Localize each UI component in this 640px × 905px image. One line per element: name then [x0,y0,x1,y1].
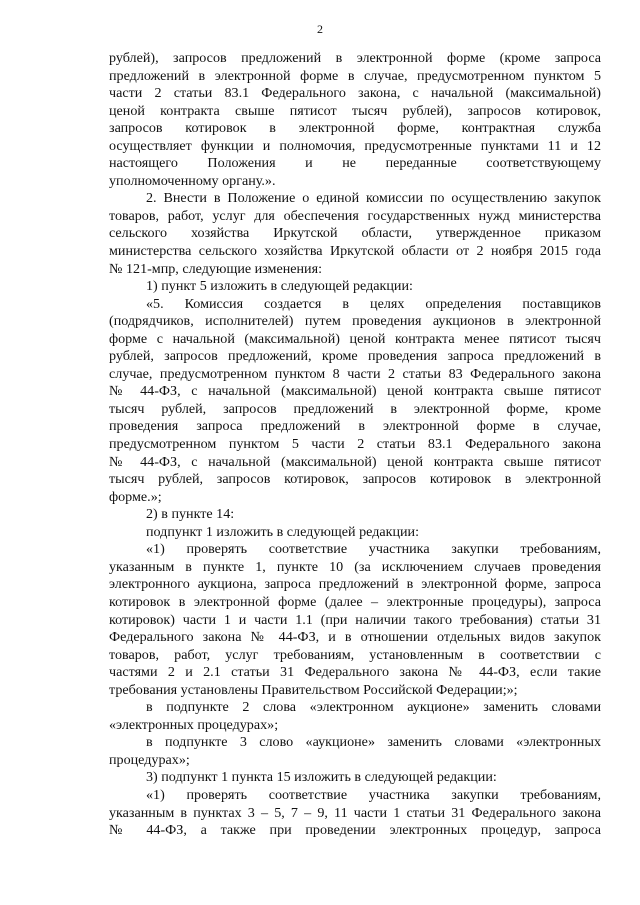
text-line: 2) в пункте 14: [146,506,235,523]
text-line: форме с начальной (максимальной) ценой контракта менее пятисот тысяч [109,330,601,347]
text-line: проведения запроса предложений в электронной форме в случае, [109,418,601,435]
text-line: электронного аукциона, запроса предложений в электронной форме, запроса [109,576,601,593]
text-line: настоящего Положения и не переданные соответствующему [109,155,601,172]
text-line: форме.»; [109,488,162,505]
text-line: части 2 статьи 83.1 Федерального закона, с начальной (максимальной) [109,85,601,102]
text-line: сельского хозяйства Иркутской области, утвержденное приказом [109,225,601,242]
text-line: № 121-мпр, следующие изменения: [109,260,323,277]
text-line: осуществляет функции и полномочия, предусмотренные пунктами 11 и 12 [109,137,601,154]
text-line: в подпункте 2 слова «электронном аукционе» заменить словами [146,699,601,716]
text-line: тысяч рублей, запросов котировок, запросов котировок в электронной [109,471,601,488]
text-line: 2. Внести в Положение о единой комиссии по осуществлению закупок [146,190,601,207]
text-line: котировок) части 1 и части 1.1 (при наличии такого требования) статьи 31 [109,611,601,628]
text-line: «5. Комиссия создается в целях определения поставщиков [146,295,601,312]
page-number: 2 [317,22,323,36]
text-line: указанным в пункте 1, пункте 10 (за исключением случаев проведения [109,558,601,575]
text-line: № 44-ФЗ, с начальной (максимальной) ценой контракта свыше пятисот [109,453,601,470]
text-line: в подпункте 3 слово «аукционе» заменить словами «электронных [146,734,601,751]
text-line: товаров, работ, услуг для обеспечения государственных нужд министерства [109,207,601,224]
text-line: «1) проверять соответствие участника закупки требованиям, [146,541,601,558]
text-line: рублей, запросов предложений, кроме проведения запроса предложений в [109,348,601,365]
text-line: (подрядчиков, исполнителей) путем проведения аукционов в электронной [109,313,601,330]
text-line: Федерального закона № 44-ФЗ, и в отношении отдельных видов закупок [109,629,601,646]
text-line: случае, предусмотренном пунктом 8 части 2 статьи 83 Федерального закона [109,365,601,382]
text-line: 3) подпункт 1 пункта 15 изложить в следующей редакции: [146,769,497,786]
text-line: № 44-ФЗ, а также при проведении электронных процедур, запроса [109,822,601,839]
text-line: котировок в электронной форме (далее – электронные процедуры), запроса [109,593,601,610]
text-line: «электронных процедурах»; [109,716,279,733]
text-line: процедурах»; [109,751,190,768]
text-line: рублей), запросов предложений в электронной форме (кроме запроса [109,50,601,66]
text-line: «1) проверять соответствие участника закупки требованиям, [146,786,601,803]
text-line: указанным в пунктах 3 – 5, 7 – 9, 11 части 1 статьи 31 Федерального закона [109,804,601,821]
text-line: предложений в электронной форме в случае, предусмотренном пунктом 5 [109,67,601,84]
text-line: товаров, работ, услуг требованиям, установленным в соответствии с [109,646,601,663]
text-line: министерства сельского хозяйства Иркутской области от 2 ноября 2015 года [109,243,601,260]
text-line: тысяч рублей, запросов предложений в электронной форме, кроме [109,400,601,417]
text-line: частями 2 и 2.1 статьи 31 Федерального закона № 44-ФЗ, если такие [109,664,601,681]
text-line: запросов котировок в электронной форме, контрактная служба [109,120,601,137]
text-line: уполномоченному органу.». [109,172,276,189]
document-body [109,50,601,840]
text-line: № 44-ФЗ, с начальной (максимальной) ценой контракта свыше пятисот [109,383,601,400]
text-line: подпункт 1 изложить в следующей редакции: [146,523,420,540]
text-line: 1) пункт 5 изложить в следующей редакции: [146,278,413,295]
text-line: ценой контракта свыше пятисот тысяч рублей), запросов котировок, [109,102,601,119]
text-line: предусмотренном пунктом 5 части 2 статьи 83.1 Федерального закона [109,436,601,453]
text-line: требования установлены Правительством Российской Федерации;»; [109,681,518,698]
